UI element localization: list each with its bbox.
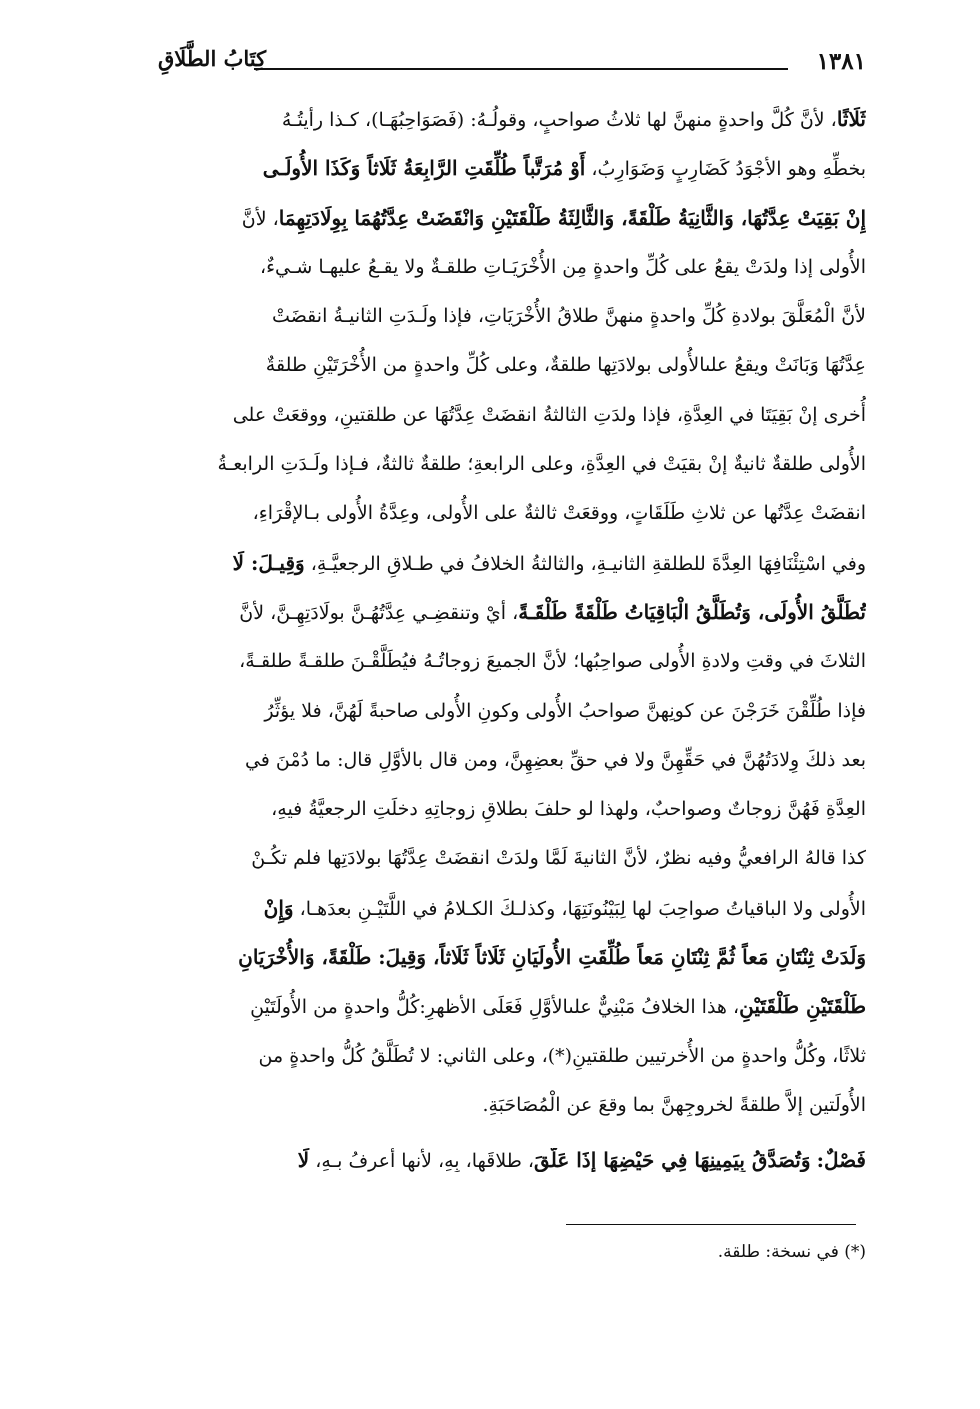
text-line <box>158 194 866 243</box>
text-line <box>158 736 866 785</box>
book-title: كِتَابُ الطَّلَاقِ <box>158 46 267 71</box>
matn-segment: تُطَلَّقُ الأُولَى، وَتُطَلَّقُ الْبَاقِيَاتُ طَلْقَةً طَلْقَـةً <box>518 599 866 624</box>
commentary-segment: فإذا طُلِّقْنَ خَرَجْنَ عن كونِهنَّ صواحبُ الأُولى وكونِ الأُولى صاحبةً لَهُنَّ، فلا يؤثِّرُ <box>264 699 866 722</box>
commentary-segment: الأُولى طلقةٌ ثانيةٌ إنْ بقيَتْ في العِدَّةِ، وعلى الرابعةِ؛ طلقةٌ ثالثةٌ، فـإذا ولَـدَتِ الرابعـةُ <box>217 453 866 476</box>
page-header <box>158 46 866 82</box>
section-label: فَصْلٌ: <box>816 1148 866 1172</box>
matn-segment: طَلْقَتَيْنِ طَلْقَتَيْنِ <box>739 994 866 1019</box>
commentary-segment: كذا قالهُ الرافعيُّ وفيه نظرٌ، لأنَّ الثانيةَ لَمَّا ولدَتْ انقضَتْ عِدَّتُهَا بولادَتِها فلم تكُـنْ <box>251 847 866 870</box>
matn-segment: ثَلَاثًا <box>836 107 866 131</box>
commentary-segment: الأُولى ولا الباقياتُ صواحِبَ لها لِبَيْنُونَتِهَا، وكذلـكَ الكـلامُ في اللَّتَيْـنِ بعدَهـا، <box>293 897 866 920</box>
commentary-segment: لأنَّ الْمُعَلَّقَ بولادةِ كُلِّ واحدةٍ منهنَّ طلاقُ الأُخْرَيَاتِ، فإذا ولَـدَتِ الثانيـةُ انقضَتْ <box>272 305 866 328</box>
commentary-segment: وفي اسْتِئْنَافِهَا العِدَّةَ للطلقةِ الثانيـةِ، والثالثةُ الخلافُ في طـلاقِ الرجعيَّـةِ، <box>304 552 866 575</box>
section-paragraph <box>158 1148 866 1172</box>
section-trail: لَا <box>297 1148 310 1172</box>
footnote-separator <box>566 1224 856 1225</box>
page-number: ١٣٨١ <box>816 48 866 75</box>
text-line <box>158 489 866 538</box>
commentary-segment: انقضَتْ عِدَّتُها عن ثلاثِ طَلَقَاتٍ، ووقعَتْ ثالثةٌ على الأُولى، وعِدَّةُ الأُولى بـالإقْرَاءِ، <box>252 502 866 525</box>
text-line <box>158 539 866 588</box>
text-line <box>158 933 866 982</box>
commentary-segment: عِدَّتُهَا وَبَانَتْ ويقعُ علىالأُولى بولادَتِها طلقةٌ، وعلى كُلِّ واحدةٍ من الأُخْرَتَيْنِ طلقةٌ <box>265 354 866 377</box>
text-line <box>158 834 866 883</box>
text-line <box>158 982 866 1031</box>
commentary-segment: بخطِّهِ وهو الأجْوَدُ كَضَارِبٍ وَضَوَارِبُ، <box>585 158 866 181</box>
text-line <box>158 687 866 736</box>
text-line <box>158 144 866 193</box>
body-text <box>158 95 866 1130</box>
matn-segment: وَإِنْ <box>263 895 294 920</box>
text-line <box>158 1081 866 1130</box>
commentary-segment: العِدَّةِ فَهُنَّ زوجاتٌ وصواحبٌ، ولهذا لو حلفَ بطلاقِ زوجاتِهِ دخلَتِ الرجعيَّةُ فيهِ، <box>271 798 866 821</box>
commentary-segment: أُخرى إنْ بَقِيَتَا في العِدَّةِ، فإذا ولدَتِ الثالثةُ انقضَتْ عِدَّتُهَا عن طلقتينِ، ووقعَتْ على <box>232 403 866 426</box>
commentary-segment: ، أيْ وتنقضِـي عِدَّتُهُـنَّ بولَادَتِهِـنَّ، لأنَّ <box>239 601 519 624</box>
text-line <box>158 785 866 834</box>
text-line <box>158 391 866 440</box>
matn-segment: إِنْ بَقِيَتْ عِدَّتُهَا، وَالثَّانِيَةُ طَلْقَةً، وَالثَّالِثَةُ طَلْقَتَيْنِ وَانْقَضَتْ عِدَّتُهُمَا بِوِلَادَتِهِمَا <box>278 205 866 230</box>
section-bold-text: وَتُصَدَّقُ بِيَمِينِهَا فِي حَيْضِهَا إِذَا عَلَّقَ <box>534 1148 811 1172</box>
commentary-segment: بعد ذلكَ وِلادَتُهُنَّ في حَقِّهِنَّ ولا في حقِّ بعضِهِنَّ، ومن قال بالأوَّلِ قال: ما دُمْنَ في <box>244 748 866 771</box>
commentary-segment: الأُولَتين إلاَّ طلقةً لخروجِهنَّ بما وقعَ عن الْمُصَاحَبَةِ. <box>482 1093 866 1116</box>
text-line <box>158 292 866 341</box>
commentary-segment: ، لأنَّ كُلَّ واحدةٍ منهنَّ لها ثلاثُ صواحبٍ، وقولُـهُ: (فَصَوَاحِبُهَـا)، كـذا رأيتُـهُ <box>281 109 837 131</box>
commentary-segment: الثلاثَ في وقتِ ولادةِ الأُولى صواحِبُها؛ لأنَّ الجميعَ زوجاتُـهُ فيُطَلَّقْـنَ طلقـةً طلقـةً، <box>239 650 866 673</box>
commentary-segment: ثلاثًا، وكُلُّ واحدةٍ من الأُخرتيين طلقتينِ(*)، وعلى الثاني: لا تُطَلَّقُ كُلُّ واحدةٍ من <box>258 1044 866 1067</box>
header-rule <box>254 68 788 70</box>
text-line <box>158 1032 866 1081</box>
section-plain-text: ، طلاقَها، بِهِ، لأنها أعرفُ بـهِ، <box>309 1150 535 1172</box>
matn-segment: وَقِيـلَ: لَا <box>232 550 305 575</box>
text-line <box>158 341 866 390</box>
text-line <box>158 243 866 292</box>
matn-segment: وَلَدَتْ ثِنْتَانِ مَعاً ثُمَّ ثِنْتَانِ مَعاً طُلِّقَتِ الأُولَيَانِ ثَلَاثاً ثَلَاثاً، وَقِيلَ: طَلْقَةً، وَالأُخْرَيَانِ <box>238 945 866 970</box>
text-line <box>158 95 866 144</box>
commentary-segment: الأُولى إذا ولدَتْ يقعُ على كُلِّ واحدةٍ مِن الأُخْرَيَـاتِ طلقـةٌ ولا يقـعُ عليهـا شـيءٌ، <box>259 255 866 278</box>
text-line <box>158 637 866 686</box>
commentary-segment: ، لأنَّ <box>241 207 279 230</box>
text-line <box>158 440 866 489</box>
matn-segment: أَوْ مُرَتَّباً طُلِّقَتِ الرَّابِعَةُ ثَلَاثاً وَكَذَا الأُولَـى <box>262 156 586 181</box>
commentary-segment: ، هذا الخلافُ مَبْنِيٌّ علىالأوَّلِ فَعَلَى الأظهرِ:كُلُّ واحدةٍ من الأُولَتَيْنِ <box>250 996 740 1019</box>
text-line <box>158 588 866 637</box>
text-line <box>158 884 866 933</box>
footnote: (*) في نسخة: طلقة. <box>717 1242 866 1262</box>
